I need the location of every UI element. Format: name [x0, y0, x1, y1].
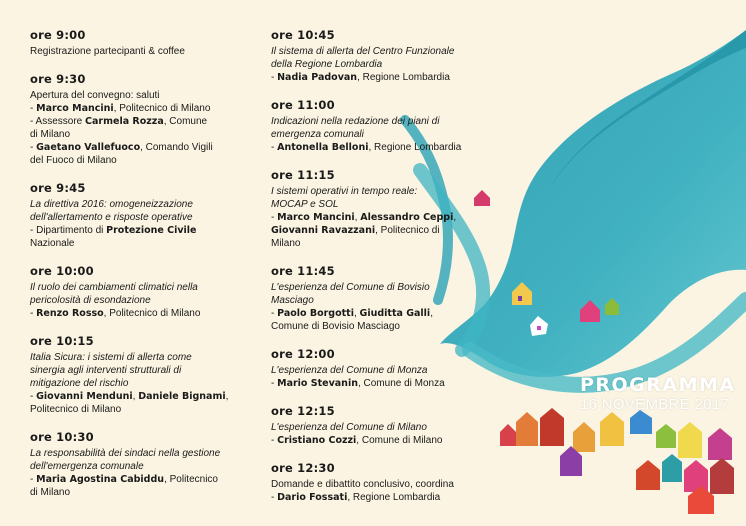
text-segment: dell'allertamento e risposte operative — [30, 212, 193, 223]
text-segment: sinergia agli interventi strutturali di — [30, 365, 182, 376]
schedule-left-column — [30, 28, 245, 513]
schedule-slot — [30, 181, 245, 250]
schedule-slot — [30, 334, 245, 416]
speaker-name: Marco Mancini — [36, 103, 114, 114]
text-segment: - Dipartimento di — [30, 225, 107, 236]
slot-time: ore 11:45 — [271, 264, 335, 278]
text-segment: - — [271, 72, 278, 83]
session-topic-line — [30, 364, 245, 377]
text-segment: - — [271, 142, 278, 153]
slot-time: ore 12:30 — [271, 461, 335, 475]
speaker-name: Giovanni Ravazzani — [271, 225, 376, 236]
slot-time: ore 11:15 — [271, 168, 335, 182]
speaker-line — [271, 307, 471, 320]
slot-time: ore 12:15 — [271, 404, 335, 418]
speaker-line — [271, 377, 471, 390]
speaker-name: Mario Stevanin — [277, 378, 358, 389]
title-block — [580, 374, 740, 414]
session-topic-line — [30, 211, 245, 224]
house-7 — [516, 412, 538, 446]
text-segment: - — [271, 435, 278, 446]
speaker-name: Protezione Civile — [106, 225, 197, 236]
slot-time: ore 9:00 — [30, 28, 86, 42]
schedule-slot — [30, 264, 245, 320]
speaker-name: Renzo Rosso — [36, 308, 104, 319]
text-segment: del Fuoco di Milano — [30, 155, 117, 166]
speaker-name: Gaetano Vallefuoco — [36, 142, 141, 153]
speaker-line — [30, 89, 245, 102]
text-segment: I sistemi operativi in tempo reale: — [271, 186, 418, 197]
session-topic-line — [30, 460, 245, 473]
speaker-line — [271, 71, 471, 84]
text-segment: - — [271, 212, 278, 223]
text-segment: Domande e dibattito conclusivo, coordina — [271, 479, 454, 490]
speaker-line — [271, 320, 471, 333]
text-segment: , Comune — [163, 116, 208, 127]
slot-time: ore 9:30 — [30, 72, 86, 86]
house-8 — [540, 408, 564, 446]
speaker-line — [271, 434, 471, 447]
speaker-line — [30, 403, 245, 416]
schedule-slot — [271, 461, 471, 504]
session-topic-line — [271, 58, 471, 71]
house-10 — [600, 412, 624, 446]
slot-time: ore 9:45 — [30, 181, 86, 195]
text-segment: , — [453, 212, 457, 223]
text-segment: , Regione Lombardia — [357, 72, 450, 83]
text-segment: La direttiva 2016: omogeneizzazione — [30, 199, 193, 210]
speaker-line — [271, 141, 471, 154]
session-topic-line — [271, 128, 471, 141]
speaker-line — [271, 211, 471, 224]
text-segment: Apertura del convegno: saluti — [30, 90, 160, 101]
speaker-name: Carmela Rozza — [85, 116, 164, 127]
text-segment: , Regione Lombardia — [347, 492, 441, 503]
session-topic-line — [30, 447, 245, 460]
text-segment: mitigazione del rischio — [30, 378, 129, 389]
text-segment: - — [30, 142, 37, 153]
speaker-line — [30, 237, 245, 250]
speaker-name: Maria Agostina Cabiddu — [36, 474, 165, 485]
session-topic-line — [271, 294, 471, 307]
text-segment: , — [353, 308, 360, 319]
speaker-line — [30, 473, 245, 486]
text-segment: , — [132, 391, 139, 402]
text-segment: , Politecnico — [164, 474, 218, 485]
text-segment: Masciago — [271, 295, 314, 306]
speaker-line — [30, 115, 245, 128]
text-segment: Indicazioni nella redazione dei piani di — [271, 116, 440, 127]
text-segment: L'esperienza del Comune di Bovisio — [271, 282, 430, 293]
text-segment: , Politecnico di Milano — [271, 225, 440, 249]
text-segment: emergenza comunali — [271, 129, 364, 140]
text-segment: - — [30, 391, 37, 402]
schedule-slot — [271, 264, 471, 333]
session-topic-line — [30, 351, 245, 364]
text-segment: , — [354, 212, 361, 223]
house-14 — [708, 428, 732, 460]
speaker-line — [30, 102, 245, 115]
text-segment: di Milano — [30, 129, 71, 140]
text-segment: , Comando Vigili — [140, 142, 213, 153]
schedule-slot — [271, 98, 471, 154]
text-segment: Il sistema di allerta del Centro Funzionale — [271, 46, 455, 57]
speaker-name: Nadia Padovan — [277, 72, 358, 83]
session-topic-line — [271, 198, 471, 211]
text-segment: - Assessore — [30, 116, 86, 127]
text-segment: - — [271, 308, 278, 319]
house-17 — [662, 454, 682, 482]
speaker-line — [30, 128, 245, 141]
house-18 — [684, 460, 708, 492]
speaker-line — [30, 390, 245, 403]
schedule-slot — [271, 168, 471, 250]
schedule-slot — [271, 347, 471, 390]
text-segment: - — [30, 474, 37, 485]
session-topic-line — [271, 115, 471, 128]
text-segment: , — [225, 391, 229, 402]
text-segment: di Milano — [30, 487, 71, 498]
house-9 — [573, 422, 595, 452]
slot-time: ore 10:15 — [30, 334, 94, 348]
schedule-slot — [30, 72, 245, 167]
session-topic-line — [30, 377, 245, 390]
text-segment: - — [30, 308, 37, 319]
speaker-line — [30, 45, 245, 58]
speaker-name: Marco Mancini — [277, 212, 355, 223]
text-segment: Comune di Bovisio Masciago — [271, 321, 400, 332]
text-segment: L'esperienza del Comune di Monza — [271, 365, 428, 376]
text-segment: Registrazione partecipanti & coffee — [30, 46, 185, 57]
speaker-line — [30, 307, 245, 320]
text-segment: pericolosità di esondazione — [30, 295, 151, 306]
speaker-name: Giuditta Galli — [359, 308, 431, 319]
session-topic-line — [30, 281, 245, 294]
slot-time: ore 11:00 — [271, 98, 335, 112]
text-segment: La responsabilità dei sindaci nella gestione — [30, 448, 221, 459]
speaker-name: Alessandro Ceppi — [360, 212, 454, 223]
schedule-slot — [30, 430, 245, 499]
speaker-name: Dario Fossati — [277, 492, 348, 503]
slot-time: ore 12:00 — [271, 347, 335, 361]
speaker-line — [30, 486, 245, 499]
session-topic-line — [271, 364, 471, 377]
text-segment: , — [430, 308, 433, 319]
text-segment: , Politecnico di Milano — [103, 308, 201, 319]
speaker-name: Daniele Bignami — [138, 391, 226, 402]
text-segment: L'esperienza del Comune di Milano — [271, 422, 427, 433]
text-segment: della Regione Lombardia — [271, 59, 383, 70]
text-segment: - — [271, 492, 278, 503]
slot-time: ore 10:30 — [30, 430, 94, 444]
house-6 — [500, 424, 516, 446]
text-segment: , Comune di Monza — [357, 378, 445, 389]
house-12 — [656, 424, 676, 448]
house-19 — [710, 458, 734, 494]
text-segment: - — [271, 378, 278, 389]
text-segment: MOCAP e SOL — [271, 199, 339, 210]
schedule-middle-column — [271, 28, 471, 518]
schedule-slot — [271, 404, 471, 447]
speaker-name: Giovanni Menduni — [36, 391, 133, 402]
speaker-line — [30, 224, 245, 237]
slot-time: ore 10:45 — [271, 28, 335, 42]
session-topic-line — [271, 185, 471, 198]
program-title: PROGRAMMA — [580, 374, 736, 396]
text-segment: Politecnico di Milano — [30, 404, 122, 415]
event-date: 16 NOVEMBRE 2017 — [580, 396, 730, 413]
text-segment: , Regione Lombardia — [368, 142, 462, 153]
house-16 — [636, 460, 660, 490]
speaker-line — [271, 478, 471, 491]
schedule-slot — [271, 28, 471, 84]
speaker-line — [30, 141, 245, 154]
session-topic-line — [30, 198, 245, 211]
house-4 — [474, 190, 490, 206]
slot-time: ore 10:00 — [30, 264, 94, 278]
session-topic-line — [30, 294, 245, 307]
text-segment: , Politecnico di Milano — [113, 103, 211, 114]
speaker-line — [30, 154, 245, 167]
house-13 — [678, 422, 702, 458]
text-segment: - — [30, 103, 37, 114]
speaker-line — [271, 224, 471, 250]
text-segment: Il ruolo dei cambiamenti climatici nella — [30, 282, 198, 293]
session-topic-line — [271, 45, 471, 58]
session-topic-line — [271, 281, 471, 294]
session-topic-line — [271, 421, 471, 434]
speaker-name: Cristiano Cozzi — [277, 435, 357, 446]
schedule-slot — [30, 28, 245, 58]
speaker-line — [271, 491, 471, 504]
text-segment: dell'emergenza comunale — [30, 461, 144, 472]
speaker-name: Paolo Borgotti — [277, 308, 354, 319]
speaker-name: Antonella Belloni — [277, 142, 369, 153]
text-segment: , Comune di Milano — [356, 435, 443, 446]
text-segment: Nazionale — [30, 238, 75, 249]
text-segment: Italia Sicura: i sistemi di allerta come — [30, 352, 192, 363]
